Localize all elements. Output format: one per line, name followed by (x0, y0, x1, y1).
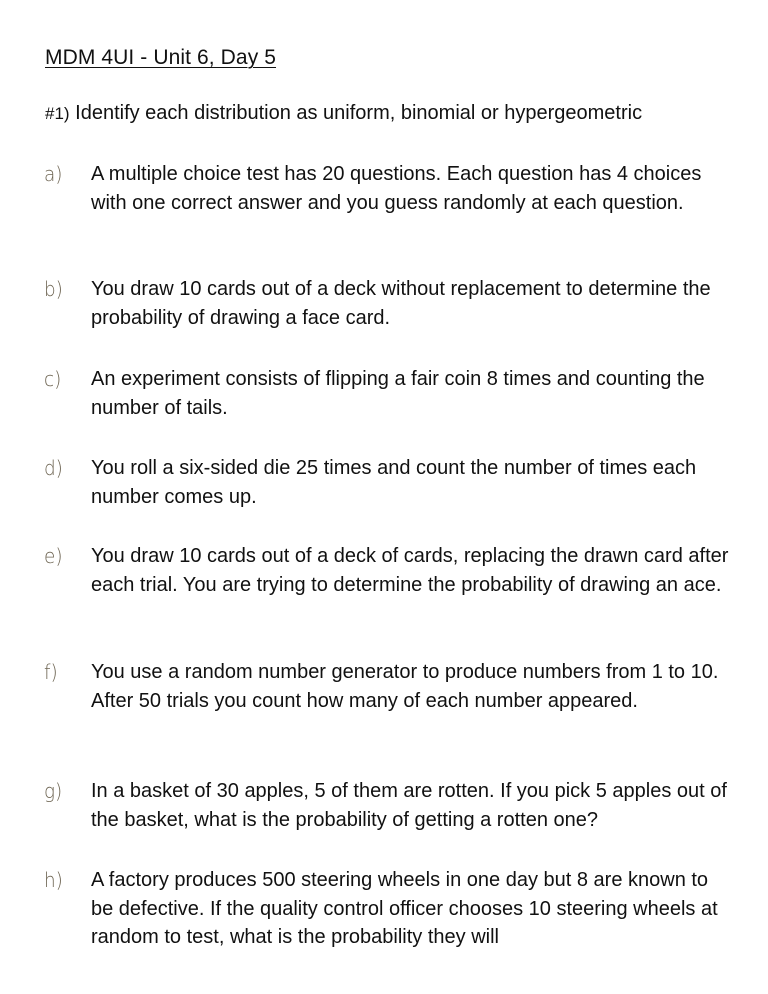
question-number: #1) (45, 104, 70, 123)
question-label: g) (44, 779, 63, 803)
question-text: In a basket of 30 apples, 5 of them are rotten. If you pick 5 apples out of the basket, what is the probability of getting a rotten one? (91, 780, 727, 831)
question-label: b) (44, 277, 63, 301)
question-text: You draw 10 cards out of a deck without replacement to determine the probability of drawing a face card. (91, 278, 711, 329)
question-label: c) (44, 367, 62, 391)
instructions-text: Identify each distribution as uniform, binomial or hypergeometric (75, 102, 643, 124)
question-label: f) (44, 660, 58, 684)
question-label: d) (44, 456, 63, 480)
question-text: You use a random number generator to produce numbers from 1 to 10. After 50 trials you count how many of each number appeared. (91, 661, 719, 712)
question-label: h) (44, 868, 63, 892)
question-text: You roll a six-sided die 25 times and count the number of times each number comes up. (91, 457, 697, 508)
instructions (45, 102, 642, 125)
question-text: An experiment consists of flipping a fair coin 8 times and counting the number of tails. (91, 368, 705, 419)
question-text: A multiple choice test has 20 questions. Each question has 4 choices with one correct answer and you guess randomly at each question. (91, 163, 702, 214)
question-text: You draw 10 cards out of a deck of cards, replacing the drawn card after each trial. You are trying to determine the probability of drawing an ace. (91, 545, 729, 596)
question-label: a) (44, 162, 63, 186)
question-label: e) (44, 544, 63, 568)
page-title: MDM 4UI - Unit 6, Day 5 (45, 46, 277, 69)
question-text: A factory produces 500 steering wheels in one day but 8 are known to be defective. If the quality control officer chooses 10 steering wheels at random to test, what is the probability they will (91, 869, 718, 948)
